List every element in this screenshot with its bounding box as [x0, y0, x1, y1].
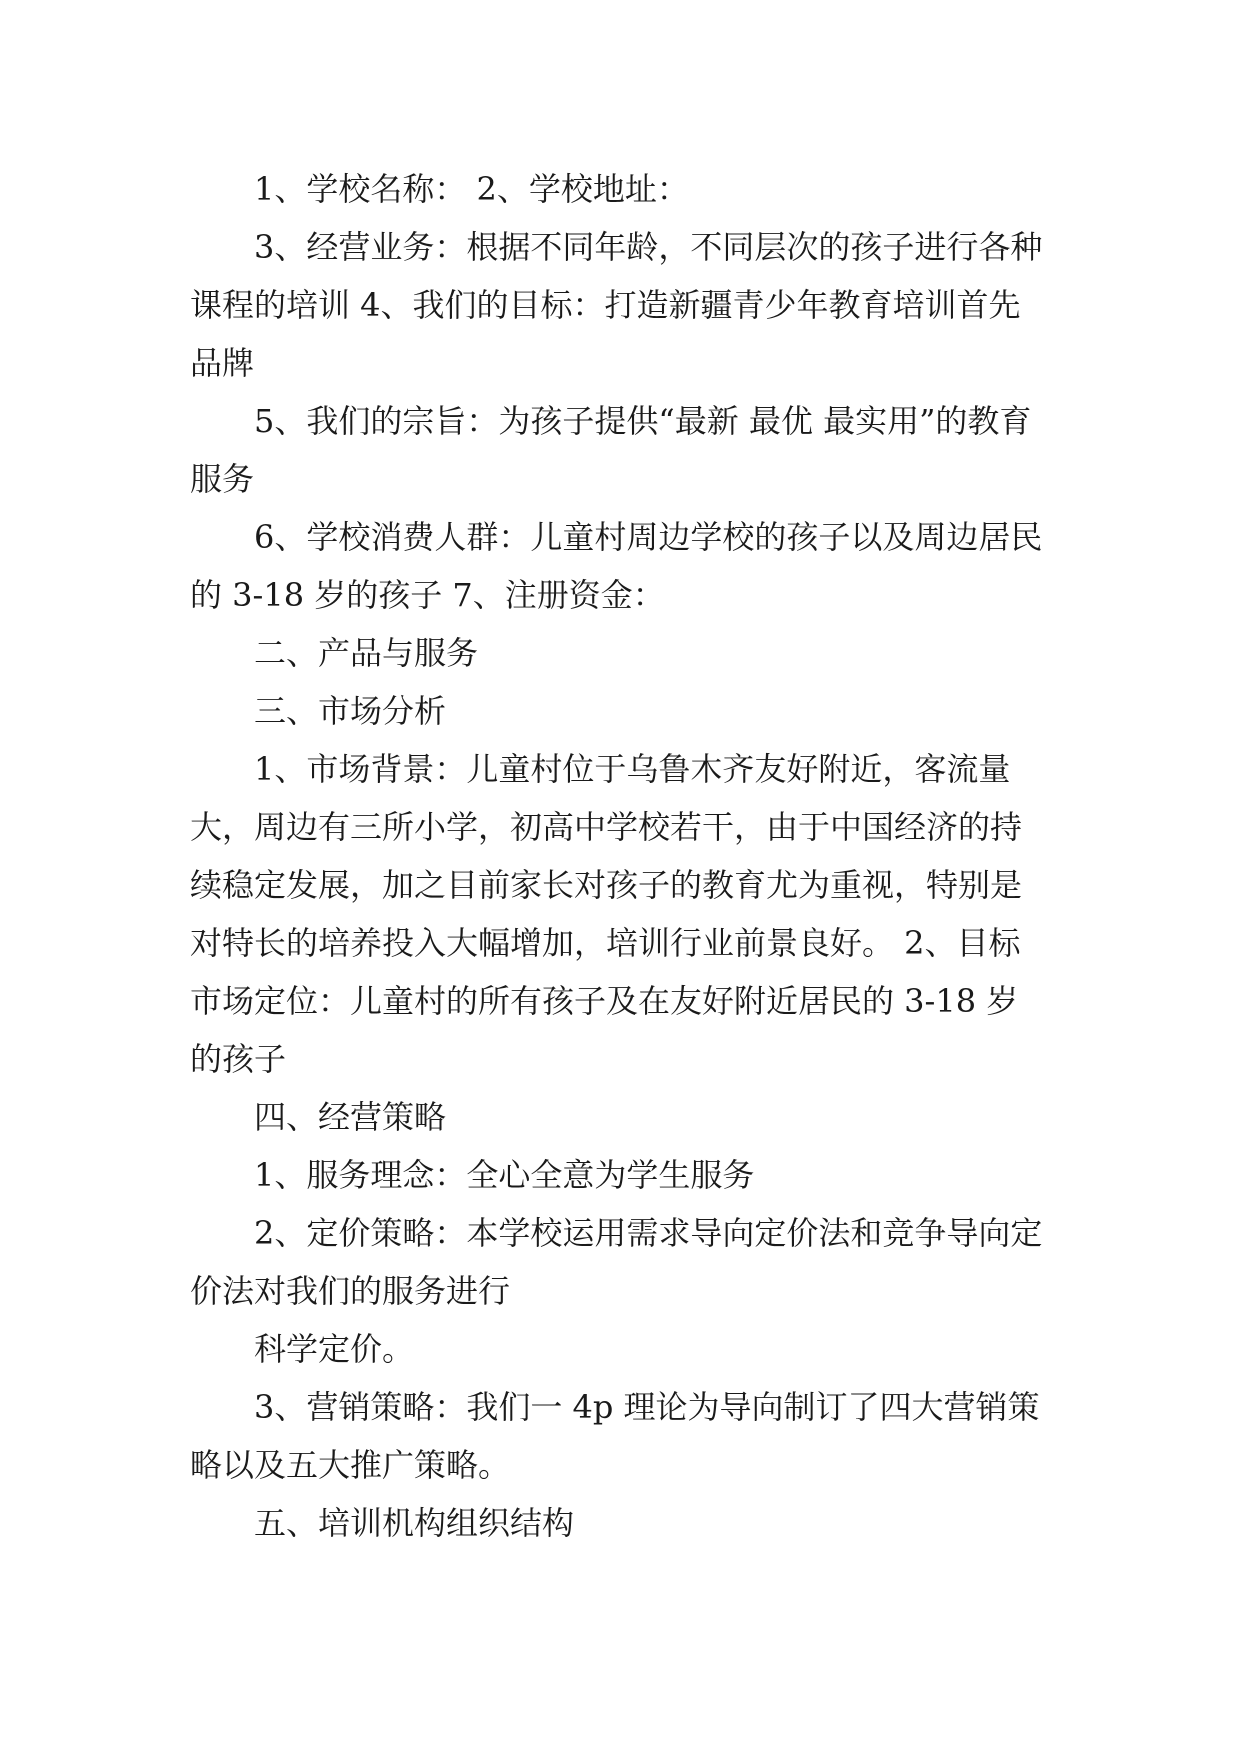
document-body: [190, 160, 1050, 1552]
paragraph-pricing-strategy: 2、定价策略：本学校运用需求导向定价法和竞争导向定价法对我们的服务进行: [190, 1214, 1043, 1310]
paragraph-target-consumers: 6、学校消费人群：儿童村周边学校的孩子以及周边居民的 3-18 岁的孩子 7、注册资金：: [190, 518, 1043, 614]
paragraph-business-goal: 3、经营业务：根据不同年龄，不同层次的孩子进行各种课程的培训 4、我们的目标：打造新疆青少年教育培训首先品牌: [190, 228, 1043, 382]
paragraph-school-name-address: 1、学校名称： 2、学校地址：: [254, 170, 689, 208]
heading-products-services: 二、产品与服务: [254, 634, 479, 672]
paragraph-pricing-continuation: 科学定价。: [254, 1330, 415, 1368]
heading-business-strategy: 四、经营策略: [254, 1098, 447, 1136]
paragraph-marketing-strategy: 3、营销策略：我们一 4p 理论为导向制订了四大营销策略以及五大推广策略。: [190, 1388, 1040, 1484]
heading-organization-structure: 五、培训机构组织结构: [254, 1504, 575, 1542]
paragraph-service-concept: 1、服务理念：全心全意为学生服务: [254, 1156, 755, 1194]
paragraph-mission: 5、我们的宗旨：为孩子提供“最新 最优 最实用”的教育服务: [190, 402, 1032, 498]
heading-market-analysis: 三、市场分析: [254, 692, 447, 730]
paragraph-market-background: 1、市场背景：儿童村位于乌鲁木齐友好附近，客流量大，周边有三所小学，初高中学校若干，由于中国经济的持续稳定发展，加之目前家长对孩子的教育尤为重视，特别是对特长的培养投入大幅增加，培训行业前景良好。 2、目标市场定位：儿童村的所有孩子及在友好附近居民的 3-18 岁的孩子: [190, 750, 1023, 1078]
